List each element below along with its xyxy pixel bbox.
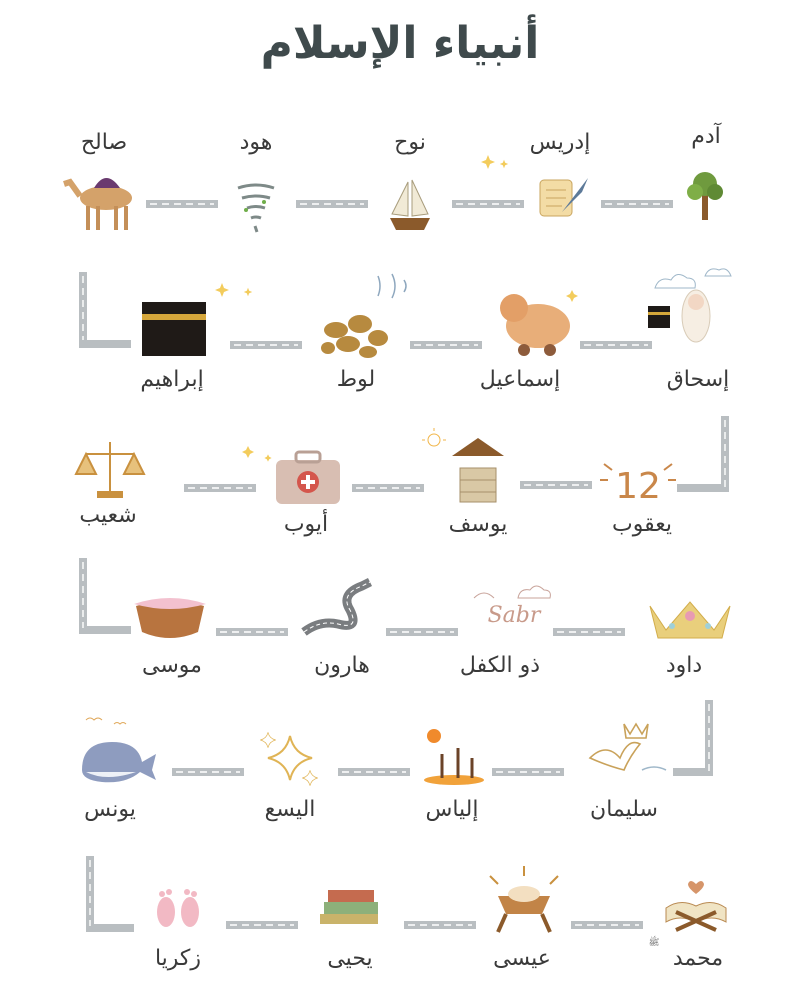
sparkle-icon bbox=[566, 290, 578, 302]
prophet-name-yahya: يحيى bbox=[327, 946, 373, 971]
cloud-icon bbox=[518, 586, 550, 598]
page-title: أنبياء الإسلام bbox=[260, 18, 540, 69]
prophet-name-dawud: داود bbox=[665, 653, 703, 678]
sparkle-icon bbox=[481, 155, 508, 169]
tree-icon bbox=[687, 172, 723, 220]
prophet-name-yunus: يونس bbox=[84, 797, 136, 822]
honorific-text: ﷺ bbox=[648, 938, 660, 948]
basket-icon bbox=[134, 598, 206, 638]
prophet-name-muhammad: محمد bbox=[672, 946, 724, 971]
swaddled-baby-icon bbox=[648, 290, 710, 342]
prophet-name-idris: إدريس bbox=[529, 130, 591, 155]
prophet-name-ilyas: إلياس bbox=[425, 797, 479, 822]
prophet-name-adam: آدم bbox=[691, 124, 721, 149]
crown-icon bbox=[650, 602, 730, 638]
manger-icon bbox=[490, 866, 558, 932]
drought-icon bbox=[424, 729, 484, 785]
rocks-icon bbox=[321, 315, 388, 358]
prophet-name-ayyub: أيوب bbox=[283, 512, 329, 537]
prophet-name-alyasa: اليسع bbox=[264, 797, 316, 822]
sun-icon bbox=[422, 428, 446, 446]
svg-text:Sabr: Sabr bbox=[487, 603, 541, 628]
prophet-name-hud: هود bbox=[239, 130, 273, 155]
prophet-name-yaqub: يعقوب bbox=[612, 512, 672, 537]
bird-crown-icon bbox=[590, 724, 666, 770]
svg-text:12: 12 bbox=[615, 466, 661, 507]
sparkle-icon bbox=[242, 446, 272, 462]
prophet-name-harun: هارون bbox=[314, 653, 370, 678]
prophet-name-ibrahim: إبراهيم bbox=[140, 367, 204, 392]
prophet-name-sulayman: سليمان bbox=[590, 797, 658, 822]
scales-icon bbox=[76, 442, 144, 497]
twelve-icon bbox=[600, 464, 676, 507]
sparkle-icon bbox=[215, 283, 252, 297]
birds-icon bbox=[86, 718, 126, 724]
prophet-name-dhul-kifl: ذو الكفل bbox=[459, 653, 541, 678]
wind-icon bbox=[378, 274, 406, 298]
prophet-name-nuh: نوح bbox=[394, 130, 426, 155]
whale-icon bbox=[82, 742, 156, 782]
well-icon bbox=[452, 438, 504, 502]
sparkle-icon bbox=[260, 732, 317, 785]
camel-icon bbox=[64, 178, 132, 230]
kaaba-icon bbox=[142, 302, 206, 356]
sailing-ship-icon bbox=[390, 180, 430, 230]
scroll-quill-icon bbox=[540, 178, 588, 216]
prophet-name-isa: عيسى bbox=[493, 946, 551, 971]
prophet-name-salih: صالح bbox=[80, 130, 128, 155]
prophet-name-lut: لوط bbox=[336, 367, 376, 392]
winding-road-icon bbox=[304, 582, 370, 632]
prophet-name-shuayb: شعيب bbox=[79, 503, 137, 528]
prophet-name-yusuf: يوسف bbox=[448, 512, 508, 537]
tornado-icon bbox=[238, 185, 274, 232]
prophet-name-ishaq: إسحاق bbox=[666, 367, 730, 392]
cloud-icon bbox=[655, 269, 731, 288]
baby-feet-icon bbox=[157, 889, 199, 927]
books-icon bbox=[320, 890, 378, 924]
prophet-name-zakariya: زكريا bbox=[154, 946, 202, 971]
prophet-name-ismail: إسماعيل bbox=[479, 367, 561, 392]
ram-icon bbox=[500, 294, 570, 356]
first-aid-kit-icon bbox=[276, 452, 340, 504]
prophet-name-musa: موسى bbox=[142, 653, 202, 678]
quran-icon bbox=[666, 881, 726, 930]
